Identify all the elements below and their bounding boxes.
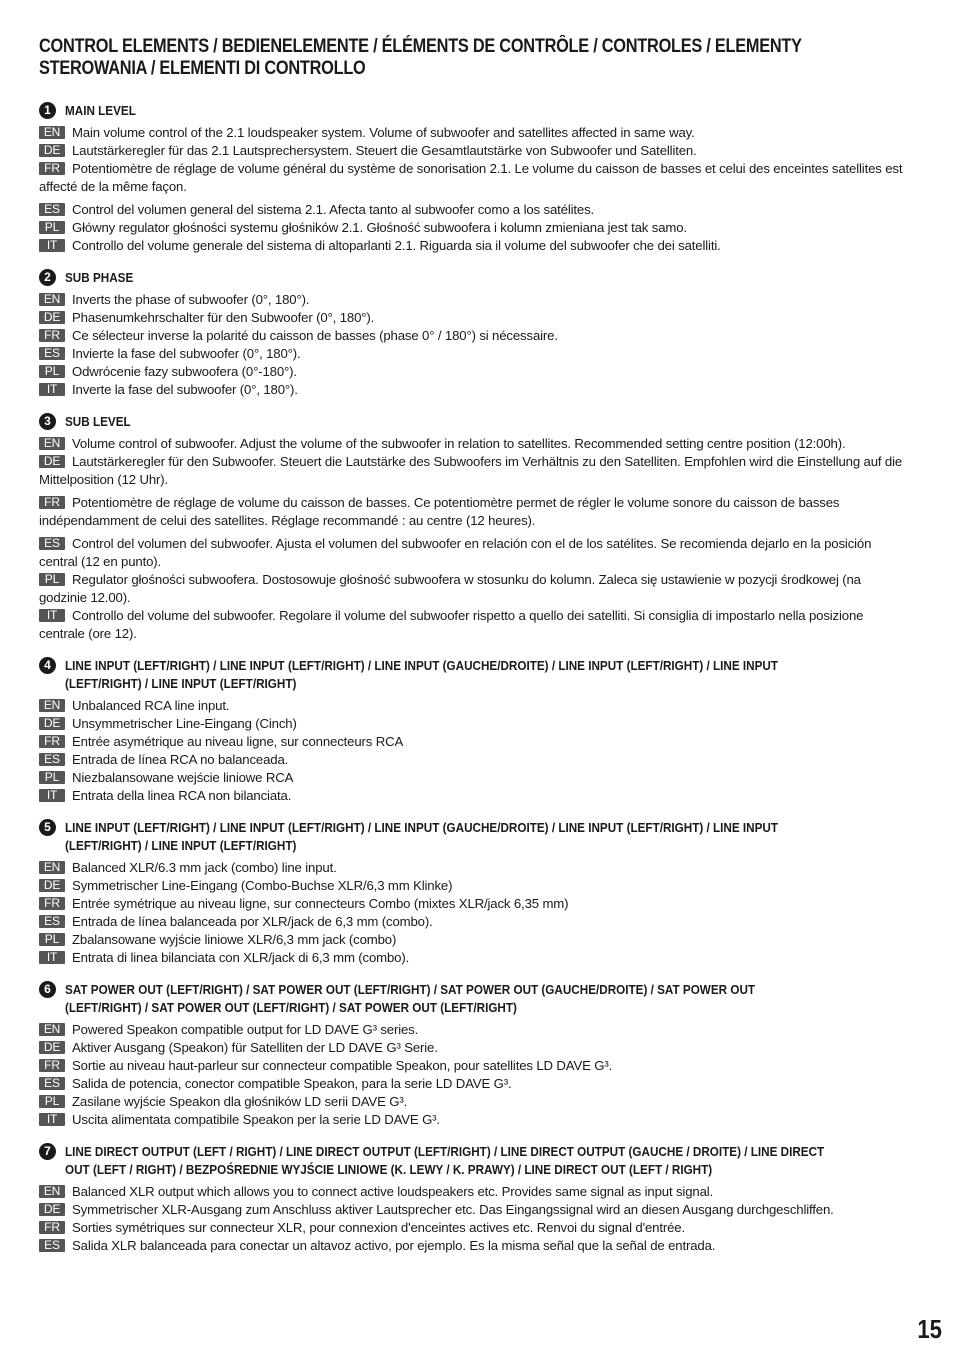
entry-text: Ce sélecteur inverse la polarité du caisson de basses (phase 0° / 180°) si nécessaire.	[72, 328, 558, 343]
language-entry	[39, 1021, 911, 1039]
language-entry	[39, 201, 911, 219]
language-entry	[39, 1183, 911, 1201]
language-badge: PL	[39, 1095, 65, 1108]
entry-text: Control del volumen general del sistema 2.1. Afecta tanto al subwoofer como a los satélites.	[72, 202, 595, 217]
language-badge: FR	[39, 1221, 65, 1234]
language-badge: PL	[39, 221, 65, 234]
language-entry	[39, 363, 911, 381]
page-number: 15	[917, 1314, 942, 1344]
entry-text: Entrata della linea RCA non bilanciata.	[72, 788, 292, 803]
language-entry	[39, 571, 911, 607]
language-entry	[39, 291, 911, 309]
language-badge: EN	[39, 1023, 65, 1036]
language-entry	[39, 607, 911, 643]
entry-text: Sortie au niveau haut-parleur sur connecteur compatible Speakon, pour satellites LD DAVE G³.	[72, 1058, 613, 1073]
entry-text: Volume control of subwoofer. Adjust the volume of the subwoofer in relation to satellites. Recommended setting centre position (12:00h).	[72, 436, 846, 451]
section-number-badge: 7	[39, 1143, 56, 1160]
language-badge: EN	[39, 1185, 65, 1198]
language-entry	[39, 535, 911, 571]
language-badge: ES	[39, 347, 65, 360]
language-entry	[39, 859, 911, 877]
section-heading	[39, 819, 911, 855]
entry-text: Entrata di linea bilanciata con XLR/jack di 6,3 mm (combo).	[72, 950, 410, 965]
language-badge: IT	[39, 1113, 65, 1126]
language-entry	[39, 769, 911, 787]
language-badge: FR	[39, 329, 65, 342]
entry-text: Sorties symétriques sur connecteur XLR, pour connexion d'enceintes actives etc. Renvoi du signal d'entrée.	[72, 1220, 685, 1235]
language-badge: EN	[39, 293, 65, 306]
language-badge: FR	[39, 162, 65, 175]
entry-text: Lautstärkeregler für den Subwoofer. Steuert die Lautstärke des Subwoofers im Verhältnis zu den Satelliten. Empfohlen wird die Einstellung auf die Mittelposition (12 Uhr).	[39, 454, 903, 487]
entry-text: Symmetrischer Line-Eingang (Combo-Buchse XLR/6,3 mm Klinke)	[72, 878, 453, 893]
language-badge: ES	[39, 753, 65, 766]
entry-text: Inverts the phase of subwoofer (0°, 180°).	[72, 292, 310, 307]
language-entry	[39, 1237, 911, 1255]
section-7	[39, 1143, 911, 1255]
entry-text: Salida XLR balanceada para conectar un altavoz activo, por ejemplo. Es la misma señal que la señal de entrada.	[72, 1238, 716, 1253]
entry-text: Potentiomètre de réglage de volume du caisson de basses. Ce potentiomètre permet de régler le volume sonore du caisson de basses indépendamment de celui des satellites. Réglage recommandé : au centre (12 heures).	[39, 495, 840, 528]
entry-text: Lautstärkeregler für das 2.1 Lautsprechersystem. Steuert die Gesamtlautstärke von Subwoofer und Satelliten.	[72, 143, 697, 158]
language-entry	[39, 1075, 911, 1093]
entry-text: Phasenumkehrschalter für den Subwoofer (0°, 180°).	[72, 310, 375, 325]
language-entry	[39, 787, 911, 805]
language-badge: PL	[39, 573, 65, 586]
entry-text: Główny regulator głośności systemu głośników 2.1. Głośność subwoofera i kolumn zmieniana jest tak samo.	[72, 220, 687, 235]
entry-text: Unbalanced RCA line input.	[72, 698, 230, 713]
entry-text: Potentiomètre de réglage de volume général du système de sonorisation 2.1. Le volume du caisson de basses et celui des enceintes satellites est affecté de la même façon.	[39, 161, 903, 194]
entry-text: Unsymmetrischer Line-Eingang (Cinch)	[72, 716, 297, 731]
entry-text: Invierte la fase del subwoofer (0°, 180°).	[72, 346, 301, 361]
language-entry	[39, 1219, 911, 1237]
language-entry	[39, 1039, 911, 1057]
section-heading-text: MAIN LEVEL	[65, 103, 136, 118]
language-badge: DE	[39, 311, 65, 324]
language-badge: FR	[39, 1059, 65, 1072]
language-entry	[39, 219, 911, 237]
entry-text: Balanced XLR output which allows you to connect active loudspeakers etc. Provides same signal as input signal.	[72, 1184, 714, 1199]
language-entry	[39, 494, 911, 530]
section-heading-text: LINE INPUT (LEFT/RIGHT) / LINE INPUT (LEFT/RIGHT) / LINE INPUT (GAUCHE/DROITE) / LINE INPUT (LEFT/RIGHT) / LINE INPUT (LEFT/RIGHT) / LINE INPUT (LEFT/RIGHT)	[65, 658, 779, 691]
language-badge: DE	[39, 879, 65, 892]
section-heading-text: SUB LEVEL	[65, 414, 131, 429]
language-badge: PL	[39, 771, 65, 784]
section-number-badge: 3	[39, 413, 56, 430]
language-entry	[39, 895, 911, 913]
language-entry	[39, 715, 911, 733]
language-entry	[39, 327, 911, 345]
section-3	[39, 413, 911, 643]
page-title: CONTROL ELEMENTS / BEDIENELEMENTE / ÉLÉMENTS DE CONTRÔLE / CONTROLES / ELEMENTY STEROWANIA / ELEMENTI DI CONTROLLO	[39, 36, 802, 79]
language-badge: ES	[39, 1077, 65, 1090]
section-6	[39, 981, 911, 1129]
entry-text: Balanced XLR/6.3 mm jack (combo) line input.	[72, 860, 337, 875]
section-heading	[39, 1143, 911, 1179]
section-heading	[39, 102, 911, 120]
language-entry	[39, 381, 911, 399]
language-entry	[39, 1201, 911, 1219]
language-badge: IT	[39, 609, 65, 622]
language-entry	[39, 751, 911, 769]
entry-text: Control del volumen del subwoofer. Ajusta el volumen del subwoofer en relación con el de los satélites. Se recomienda dejarlo en la posición central (12 en punto).	[39, 536, 872, 569]
entry-text: Aktiver Ausgang (Speakon) für Satelliten der LD DAVE G³ Serie.	[72, 1040, 438, 1055]
language-badge: EN	[39, 437, 65, 450]
section-heading-text: LINE DIRECT OUTPUT (LEFT / RIGHT) / LINE DIRECT OUTPUT (LEFT/RIGHT) / LINE DIRECT OUTPUT (GAUCHE / DROITE) / LINE DIRECT OUT (LEFT / RIGHT) / BEZPOŚREDNIE WYJŚCIE LINIOWE (K. LEWY / K. PRAWY) / LINE DIRECT OUT (LEFT / RIGHT)	[65, 1144, 825, 1177]
language-entry	[39, 931, 911, 949]
language-entry	[39, 1057, 911, 1075]
language-entry	[39, 160, 911, 196]
language-badge: IT	[39, 383, 65, 396]
entry-text: Inverte la fase del subwoofer (0°, 180°).	[72, 382, 298, 397]
entry-text: Entrada de línea RCA no balanceada.	[72, 752, 289, 767]
entry-text: Odwrócenie fazy subwoofera (0°-180°).	[72, 364, 297, 379]
entry-text: Powered Speakon compatible output for LD DAVE G³ series.	[72, 1022, 419, 1037]
section-number-badge: 2	[39, 269, 56, 286]
entry-text: Zasilane wyjście Speakon dla głośników LD serii DAVE G³.	[72, 1094, 408, 1109]
language-entry	[39, 1111, 911, 1129]
language-badge: ES	[39, 537, 65, 550]
entry-text: Controllo del volume del subwoofer. Regolare il volume del subwoofer rispetto a quello dei satelliti. Si consiglia di impostarlo nella posizione centrale (ore 12).	[39, 608, 864, 641]
language-badge: IT	[39, 951, 65, 964]
section-heading	[39, 269, 911, 287]
language-entry	[39, 345, 911, 363]
language-badge: IT	[39, 789, 65, 802]
language-badge: ES	[39, 915, 65, 928]
entry-text: Controllo del volume generale del sistema di altoparlanti 2.1. Riguarda sia il volume del subwoofer che dei satelliti.	[72, 238, 721, 253]
entry-text: Salida de potencia, conector compatible Speakon, para la serie LD DAVE G³.	[72, 1076, 512, 1091]
entry-text: Uscita alimentata compatibile Speakon per la serie LD DAVE G³.	[72, 1112, 440, 1127]
language-badge: DE	[39, 455, 65, 468]
section-heading	[39, 657, 911, 693]
language-badge: DE	[39, 1203, 65, 1216]
language-badge: ES	[39, 1239, 65, 1252]
section-4	[39, 657, 911, 805]
section-heading-text: SAT POWER OUT (LEFT/RIGHT) / SAT POWER OUT (LEFT/RIGHT) / SAT POWER OUT (GAUCHE/DROITE) / SAT POWER OUT (LEFT/RIGHT) / SAT POWER OUT (LEFT/RIGHT) / SAT POWER OUT (LEFT/RIGHT)	[65, 982, 756, 1015]
section-number-badge: 5	[39, 819, 56, 836]
section-number-badge: 6	[39, 981, 56, 998]
section-number-badge: 1	[39, 102, 56, 119]
language-entry	[39, 309, 911, 327]
sections-container	[39, 102, 911, 1255]
section-heading-text: SUB PHASE	[65, 270, 134, 285]
language-entry	[39, 435, 911, 453]
language-entry	[39, 949, 911, 967]
language-badge: DE	[39, 144, 65, 157]
language-entry	[39, 877, 911, 895]
section-number-badge: 4	[39, 657, 56, 674]
language-badge: PL	[39, 933, 65, 946]
language-badge: PL	[39, 365, 65, 378]
entry-text: Main volume control of the 2.1 loudspeaker system. Volume of subwoofer and satellites affected in same way.	[72, 125, 695, 140]
entry-text: Entrada de línea balanceada por XLR/jack de 6,3 mm (combo).	[72, 914, 433, 929]
language-entry	[39, 697, 911, 715]
section-1	[39, 102, 911, 255]
language-badge: EN	[39, 861, 65, 874]
entry-text: Zbalansowane wyjście liniowe XLR/6,3 mm jack (combo)	[72, 932, 397, 947]
entry-text: Entrée asymétrique au niveau ligne, sur connecteurs RCA	[72, 734, 404, 749]
entry-text: Niezbalansowane wejście liniowe RCA	[72, 770, 294, 785]
language-entry	[39, 453, 911, 489]
section-heading	[39, 413, 911, 431]
entry-text: Entrée symétrique au niveau ligne, sur connecteurs Combo (mixtes XLR/jack 6,35 mm)	[72, 896, 569, 911]
language-entry	[39, 1093, 911, 1111]
language-badge: FR	[39, 496, 65, 509]
section-5	[39, 819, 911, 967]
language-entry	[39, 124, 911, 142]
entry-text: Regulator głośności subwoofera. Dostosowuje głośność subwoofera w stosunku do kolumn. Zaleca się ustawienie w pozycji środkowej (na godzinie 12.00).	[39, 572, 861, 605]
section-heading-text: LINE INPUT (LEFT/RIGHT) / LINE INPUT (LEFT/RIGHT) / LINE INPUT (GAUCHE/DROITE) / LINE INPUT (LEFT/RIGHT) / LINE INPUT (LEFT/RIGHT) / LINE INPUT (LEFT/RIGHT)	[65, 820, 779, 853]
language-badge: FR	[39, 735, 65, 748]
language-entry	[39, 733, 911, 751]
language-entry	[39, 237, 911, 255]
language-badge: EN	[39, 126, 65, 139]
language-badge: DE	[39, 717, 65, 730]
section-2	[39, 269, 911, 399]
language-entry	[39, 913, 911, 931]
language-badge: DE	[39, 1041, 65, 1054]
entry-text: Symmetrischer XLR-Ausgang zum Anschluss aktiver Lautsprecher etc. Das Eingangssignal wird an diesen Ausgang durchgeschliffen.	[72, 1202, 834, 1217]
language-entry	[39, 142, 911, 160]
document-page	[39, 36, 911, 1269]
section-heading	[39, 981, 911, 1017]
language-badge: IT	[39, 239, 65, 252]
language-badge: FR	[39, 897, 65, 910]
language-badge: ES	[39, 203, 65, 216]
language-badge: EN	[39, 699, 65, 712]
